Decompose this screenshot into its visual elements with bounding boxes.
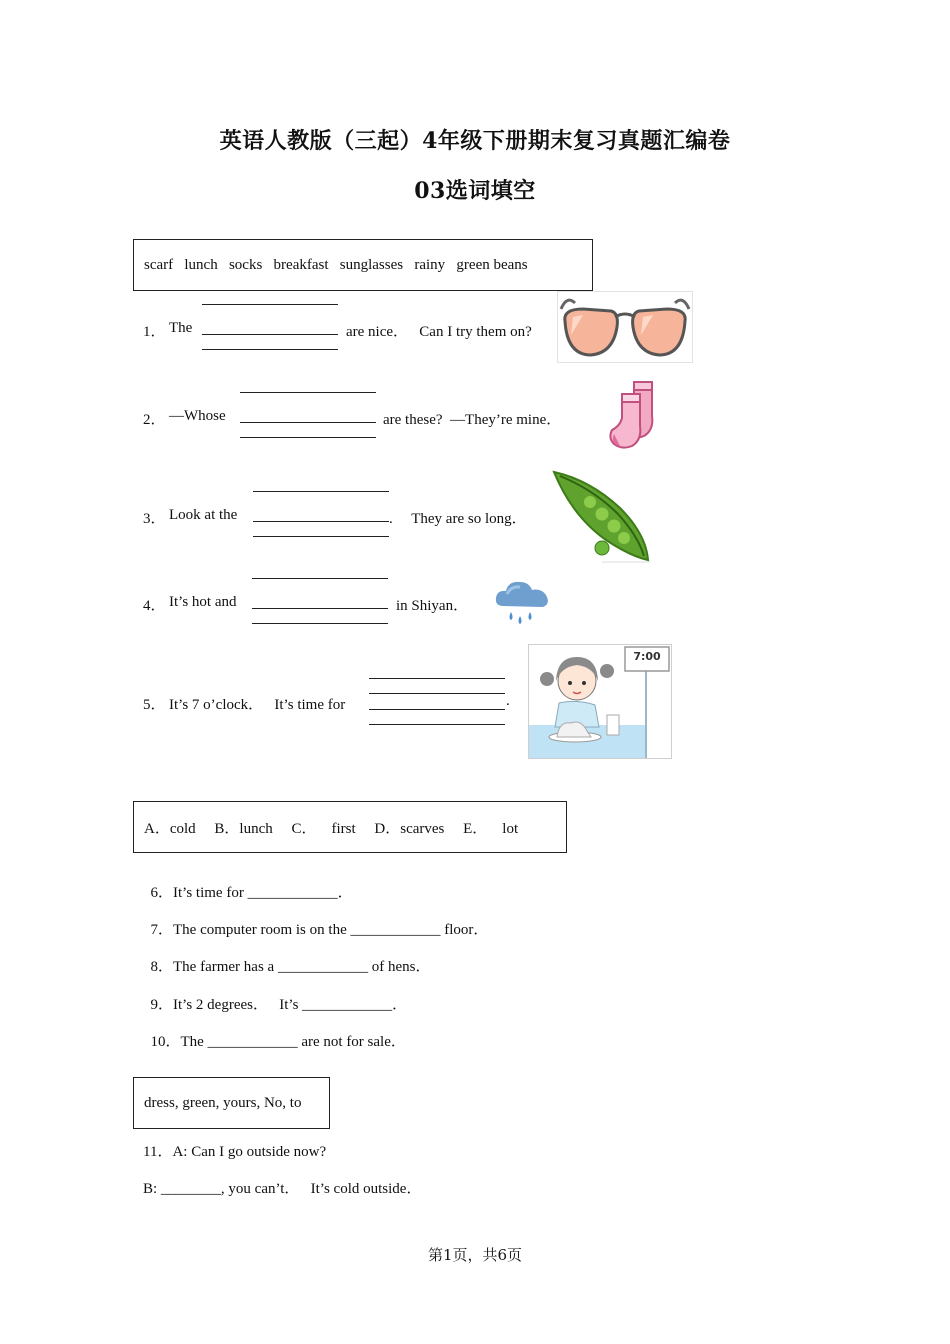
word-bank-3 xyxy=(133,1077,330,1129)
green-beans-image xyxy=(550,468,650,563)
options-box xyxy=(133,801,567,853)
question-4-before: It’s hot and xyxy=(169,594,237,610)
pea-pod-icon xyxy=(550,468,650,563)
question-2-number: 2． xyxy=(143,412,166,428)
question-1-blank[interactable] xyxy=(202,304,338,350)
breakfast-girl-image xyxy=(528,644,672,759)
question-6-number: 6． xyxy=(150,885,174,901)
question-4-number: 4． xyxy=(143,598,166,614)
question-7-number: 7． xyxy=(150,922,174,938)
sunglasses-image xyxy=(557,291,693,363)
word-bank-1 xyxy=(133,239,593,291)
question-1-after: are nice． Can I try them on? xyxy=(346,324,532,340)
rain-cloud-image xyxy=(493,576,553,630)
question-8 xyxy=(143,938,430,976)
page-title: 英语人教版（三起）4年级下册期末复习真题汇编卷 xyxy=(219,128,731,154)
page-footer: 第1页，共6页 xyxy=(427,1246,523,1264)
question-4-after: in Shiyan． xyxy=(396,598,469,614)
question-5-before: It’s 7 o’clock． It’s time for xyxy=(169,697,346,713)
sunglasses-icon xyxy=(557,291,693,363)
question-3-blank[interactable] xyxy=(253,491,389,537)
clock-time: 7:00 xyxy=(633,650,661,663)
question-5-after: . xyxy=(506,693,510,709)
options-text: A．cold B．lunch C． first D．scarves E． lot xyxy=(144,820,519,837)
question-7-text: The computer room is on the ____________ floor． xyxy=(173,922,489,938)
question-2-blank[interactable] xyxy=(240,392,376,438)
question-4-blank[interactable] xyxy=(252,578,388,624)
question-6-text: It’s time for ____________． xyxy=(173,885,353,901)
word-bank-3-text: dress, green, yours, No, to xyxy=(144,1094,302,1111)
socks-image xyxy=(604,378,666,450)
question-10-text: The ____________ are not for sale． xyxy=(180,1034,406,1050)
socks-icon xyxy=(604,378,666,450)
question-9 xyxy=(143,976,407,1014)
question-3-after: . They are so long． xyxy=(389,511,527,527)
question-3-number: 3． xyxy=(143,511,166,527)
question-5-blank[interactable] xyxy=(369,678,505,724)
page-subtitle: 03选词填空 xyxy=(414,178,536,204)
question-9-text: It’s 2 degrees． It’s ____________． xyxy=(173,997,408,1013)
question-3-before: Look at the xyxy=(169,507,238,523)
question-7 xyxy=(143,901,488,939)
question-5-number: 5． xyxy=(143,697,166,713)
question-2-before: —Whose xyxy=(169,408,226,424)
question-11-line1: 11．A: Can I go outside now? xyxy=(143,1144,327,1160)
word-bank-1-text: scarf lunch socks breakfast sunglasses rainy green beans xyxy=(144,256,528,273)
question-10-number: 10． xyxy=(150,1034,181,1050)
question-8-number: 8． xyxy=(150,959,174,975)
question-10 xyxy=(143,1013,406,1051)
question-11-line2: B: ________, you can’t． It’s cold outside． xyxy=(143,1181,422,1197)
question-8-text: The farmer has a ____________ of hens． xyxy=(173,959,431,975)
rain-cloud-icon xyxy=(493,576,553,630)
question-6 xyxy=(143,864,353,902)
question-9-number: 9． xyxy=(150,997,174,1013)
question-1-number: 1． xyxy=(143,324,166,340)
question-1-before: The xyxy=(169,320,193,336)
question-2-after: are these? —They’re mine． xyxy=(383,412,562,428)
